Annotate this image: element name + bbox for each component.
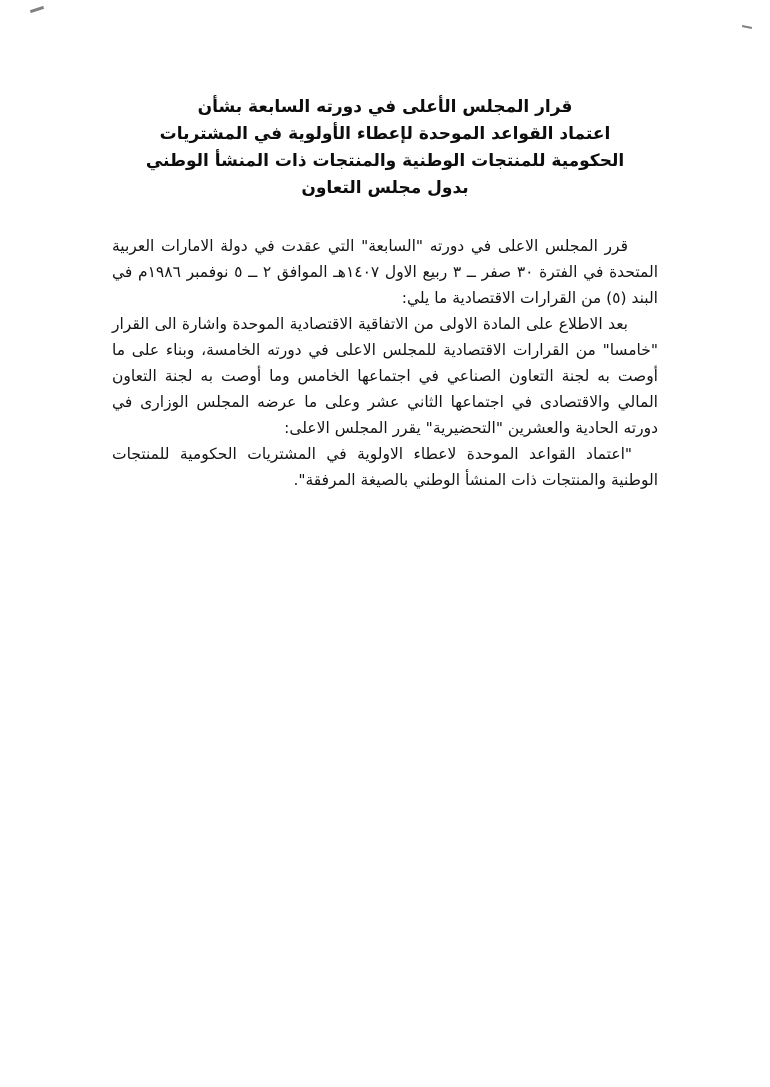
paragraph-decision-intro: قرر المجلس الاعلى في دورته "السابعة" التي عقدت في دولة الامارات العربية المتحدة في الفترة ٣٠ صفر ــ ٣ ربيع الاول ١٤٠٧هـ الموافق ٢ ــ ٥ نوفمبر ١٩٨٦م في البند (٥) من القرارات الاقتصادية ما يلي: — [112, 237, 658, 307]
title-line-3: الحكومية للمنتجات الوطنية والمنتجات ذات المنشأ الوطني — [145, 151, 625, 171]
title-line-2: اعتماد القواعد الموحدة لإعطاء الأولوية في المشتريات — [159, 124, 611, 144]
document-body — [112, 233, 658, 493]
scan-artifact — [742, 25, 752, 29]
title-line-1: قرار المجلس الأعلى في دورته السابعة بشأن — [197, 97, 573, 117]
title-line-4: بدول مجلس التعاون — [301, 178, 469, 198]
scan-artifact — [30, 6, 44, 13]
paragraph-preamble: بعد الاطلاع على المادة الاولى من الاتفاقية الاقتصادية الموحدة واشارة الى القرار "خامسا" من القرارات الاقتصادية للمجلس الاعلى في دورته الخامسة، وبناء على ما أوصت به لجنة التعاون الصناعي في اجتماعها الخامس وما أوصت به لجنة التعاون المالي والاقتصادى في اجتماعها الثاني عشر وعلى ما عرضه المجلس الوزارى في دورته الحادية والعشرين "التحضيرية" يقرر المجلس الاعلى: — [112, 315, 658, 437]
paragraph-resolution: "اعتماد القواعد الموحدة لاعطاء الاولوية في المشتريات الحكومية للمنتجات الوطنية والمنتجات ذات المنشأ الوطني بالصيغة المرفقة". — [112, 445, 658, 489]
document-title — [110, 94, 660, 202]
